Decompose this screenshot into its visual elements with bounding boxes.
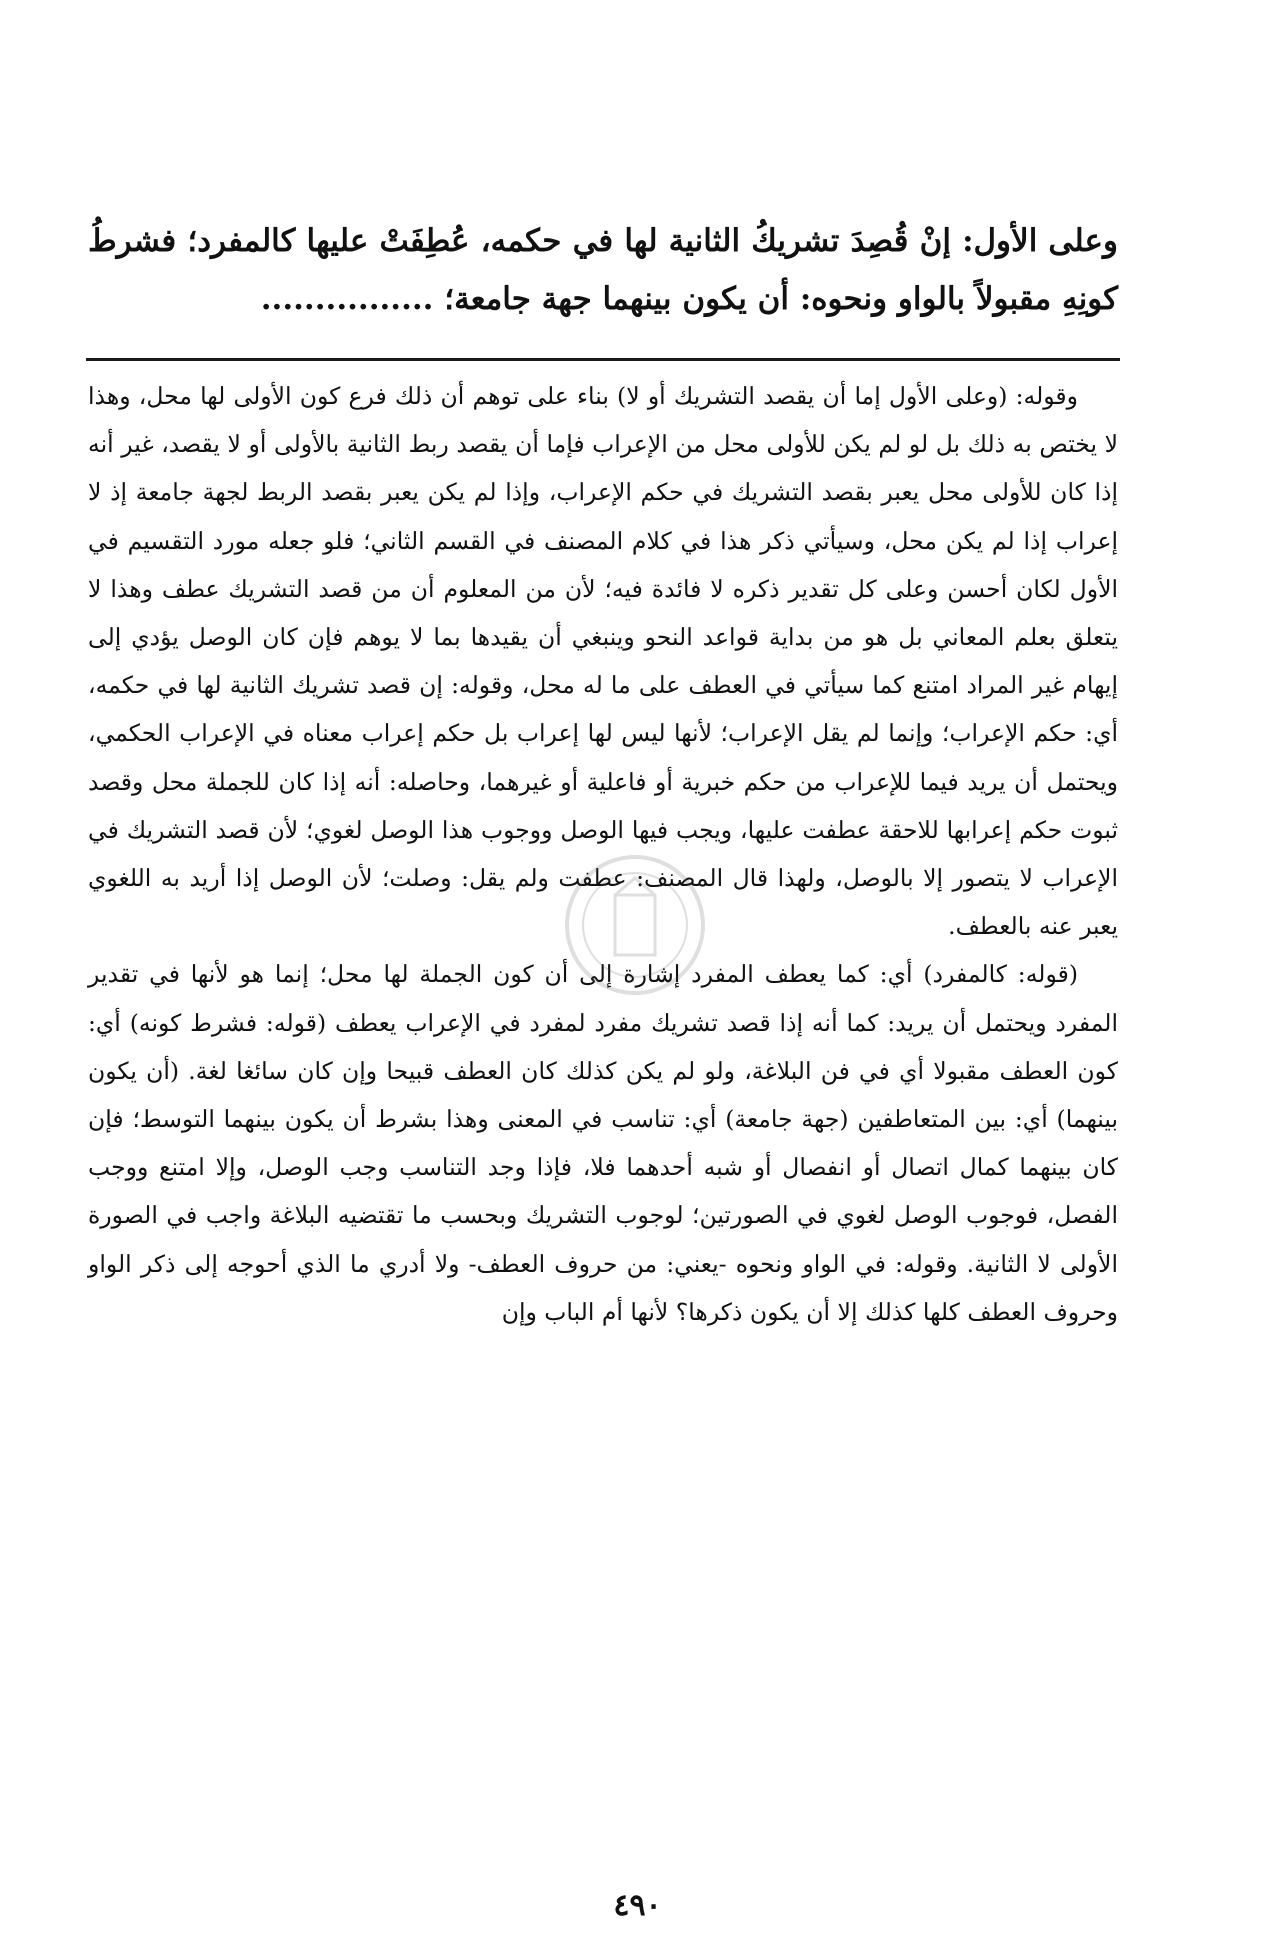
main-text: وعلى الأول: إنْ قُصِدَ تشريكُ الثانية لها في حكمه، عُطِفَتْ عليها كالمفرد؛ فشرطُ كونِهِ مقبولاً بالواو ونحوه: أن يكون بينهما جهة جامعة؛ xyxy=(88,223,1118,317)
separator-rule xyxy=(86,358,1120,361)
commentary-paragraph-1: وقوله: (وعلى الأول إما أن يقصد التشريك أو لا) بناء على توهم أن ذلك فرع كون الأولى لها محل، وهذا لا يختص به ذلك بل لو لم يكن للأولى محل من الإعراب فإما أن يقصد ربط الثانية بالأولى أو لا يقصد، غير أنه إذا كان للأولى محل يعبر بقصد التشريك في حكم الإعراب، وإذا لم يكن يعبر بقصد الربط لجهة جامعة إذ لا إعراب إذا لم يكن محل، وسيأتي ذكر هذا في كلام المصنف في القسم الثاني؛ فلو جعله مورد التقسيم في الأول لكان أحسن وعلى كل تقدير ذكره لا فائدة فيه؛ لأن من المعلوم أن من قصد التشريك عطف وهذا لا يتعلق بعلم المعاني بل هو من بداية قواعد النحو وينبغي أن يقيدها بما لا يوهم فإن كان الوصل يؤدي إلى إيهام غير المراد امتنع كما سيأتي في العطف على ما له محل، وقوله: إن قصد تشريك الثانية لها في حكمه، أي: حكم الإعراب؛ وإنما لم يقل الإعراب؛ لأنها ليس لها إعراب بل حكم إعراب معناه في الإعراب الحكمي، ويحتمل أن يريد فيما للإعراب من حكم خبرية أو فاعلية أو غيرهما، وحاصله: أنه إذا كان للجملة محل وقصد ثبوت حكم إعرابها للاحقة عطفت عليها، ويجب فيها الوصل ووجوب هذا الوصل لغوي؛ لأن قصد التشريك في الإعراب لا يتصور إلا بالوصل، ولهذا قال المصنف: عطفت ولم يقل: وصلت؛ لأن الوصل إذا أريد به اللغوي يعبر عنه بالعطف. xyxy=(88,382,1118,941)
commentary-paragraph-2: (قوله: كالمفرد) أي: كما يعطف المفرد إشارة إلى أن كون الجملة لها محل؛ إنما هو لأنها في تقدير المفرد ويحتمل أن يريد: كما أنه إذا قصد تشريك مفرد لمفرد في الإعراب يعطف (قوله: فشرط كونه) أي: كون العطف مقبولا أي في فن البلاغة، ولو لم يكن كذلك كان العطف قبيحا وإن كان سائغا لغة. (أن يكون بينهما) أي: بين المتعاطفين (جهة جامعة) أي: تناسب في المعنى وهذا بشرط أن يكون بينهما التوسط؛ فإن كان بينهما كمال اتصال أو انفصال أو شبه أحدهما فلا، فإذا وجد التناسب وجب الوصل، وإلا امتنع ووجب الفصل، فوجوب الوصل لغوي في الصورتين؛ لوجوب التشريك وبحسب ما تقتضيه البلاغة واجب في الصورة الأولى لا الثانية. وقوله: في الواو ونحوه -يعني: من حروف العطف- ولا أدري ما الذي أحوجه إلى ذكر الواو وحروف العطف كلها كذلك إلا أن يكون ذكرها؟ لأنها أم الباب وإن xyxy=(88,960,1118,1326)
page-number: ٤٩٠ xyxy=(613,1888,662,1923)
library-seal-watermark xyxy=(560,850,710,1000)
main-text-block xyxy=(88,212,1118,328)
main-text-ellipsis: ................ xyxy=(260,281,434,317)
